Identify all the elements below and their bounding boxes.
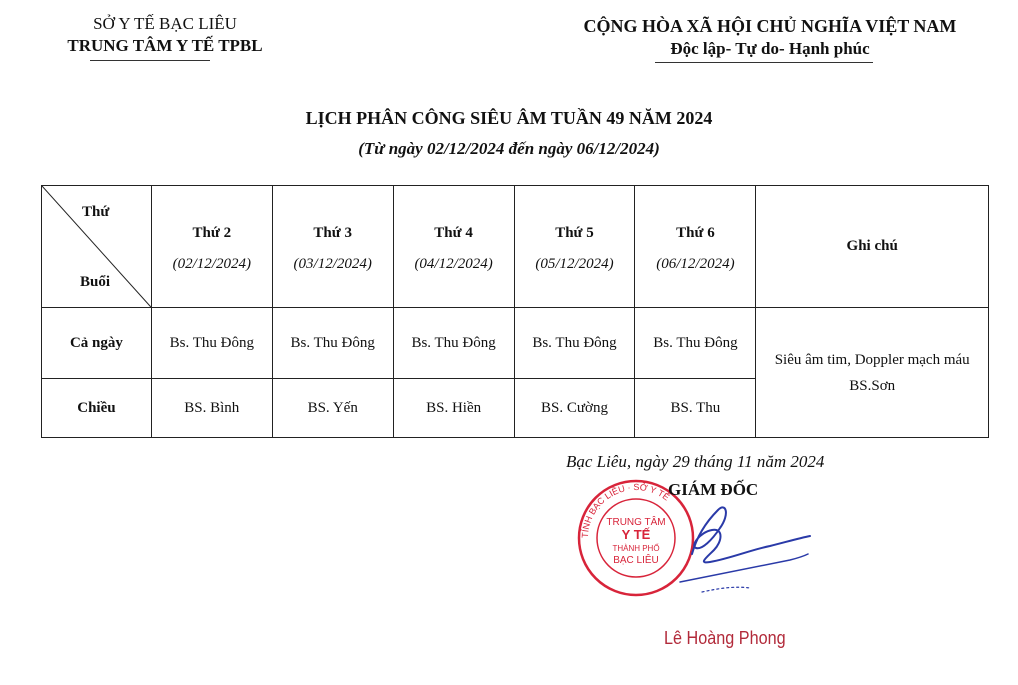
stamp-line-1: TRUNG TÂM [606, 517, 666, 528]
nation-line-1: CỘNG HÒA XÃ HỘI CHỦ NGHĨA VIỆT NAM [583, 16, 957, 36]
table-row [42, 308, 989, 379]
day-header-cell [514, 186, 635, 308]
stamp-ring-text: TỈNH BẠC LIÊU · SỞ Y TẾ [579, 481, 672, 539]
stamp-line-4: BẠC LIÊU [613, 555, 659, 566]
day-date: (03/12/2024) [293, 255, 372, 272]
day-date: (05/12/2024) [535, 255, 614, 272]
note-line-2: BS.Sơn [849, 377, 896, 394]
stamp-line-2: Y TẾ [621, 527, 651, 542]
nation-motto: Độc lập- Tự do- Hạnh phúc [670, 39, 870, 58]
day-header-cell [151, 186, 272, 308]
session-label: Chiều [42, 379, 152, 438]
day-header-cell [272, 186, 393, 308]
assignment-cell: Bs. Thu Đông [514, 308, 635, 379]
day-header-cell [635, 186, 756, 308]
document-title: LỊCH PHÂN CÔNG SIÊU ÂM TUẦN 49 NĂM 2024 [305, 108, 713, 128]
corner-label-session: Buổi [80, 274, 111, 290]
director-title: GIÁM ĐỐC [668, 480, 759, 499]
corner-cell [42, 186, 152, 308]
assignment-cell: Bs. Thu Đông [272, 308, 393, 379]
session-label: Cả ngày [42, 308, 152, 379]
day-name: Thứ 2 [192, 224, 232, 241]
assignment-cell: BS. Hiền [393, 379, 514, 438]
day-name: Thứ 5 [555, 224, 594, 241]
org-underline [90, 60, 210, 61]
assignment-cell: BS. Thu [635, 379, 756, 438]
day-date: (02/12/2024) [172, 255, 251, 272]
note-cell [756, 308, 989, 438]
table-header-row [42, 186, 989, 308]
day-date: (06/12/2024) [656, 255, 735, 272]
corner-label-day: Thứ [82, 204, 110, 220]
stamp-line-3: THÀNH PHỐ [612, 544, 660, 553]
signer-name: Lê Hoàng Phong [664, 628, 786, 648]
assignment-cell: BS. Yến [272, 379, 393, 438]
assignment-cell: BS. Cường [514, 379, 635, 438]
org-line-2: TRUNG TÂM Y TẾ TPBL [67, 36, 263, 55]
assignment-cell: Bs. Thu Đông [393, 308, 514, 379]
assignment-cell: Bs. Thu Đông [151, 308, 272, 379]
day-name: Thứ 6 [676, 224, 715, 241]
motto-underline [655, 62, 873, 63]
assignment-cell: Bs. Thu Đông [635, 308, 756, 379]
schedule-table [41, 185, 989, 438]
signing-dateline: Bạc Liêu, ngày 29 tháng 11 năm 2024 [566, 452, 825, 471]
day-header-cell [393, 186, 514, 308]
day-name: Thứ 3 [313, 224, 352, 241]
org-line-1: SỞ Y TẾ BẠC LIÊU [93, 14, 237, 33]
assignment-cell: BS. Bình [151, 379, 272, 438]
day-date: (04/12/2024) [414, 255, 493, 272]
note-header-cell: Ghi chú [756, 186, 989, 308]
handwritten-signature [640, 492, 820, 612]
day-name: Thứ 4 [434, 224, 473, 241]
note-line-1: Siêu âm tim, Doppler mạch máu [774, 351, 970, 368]
document-subtitle: (Từ ngày 02/12/2024 đến ngày 06/12/2024) [358, 139, 660, 158]
